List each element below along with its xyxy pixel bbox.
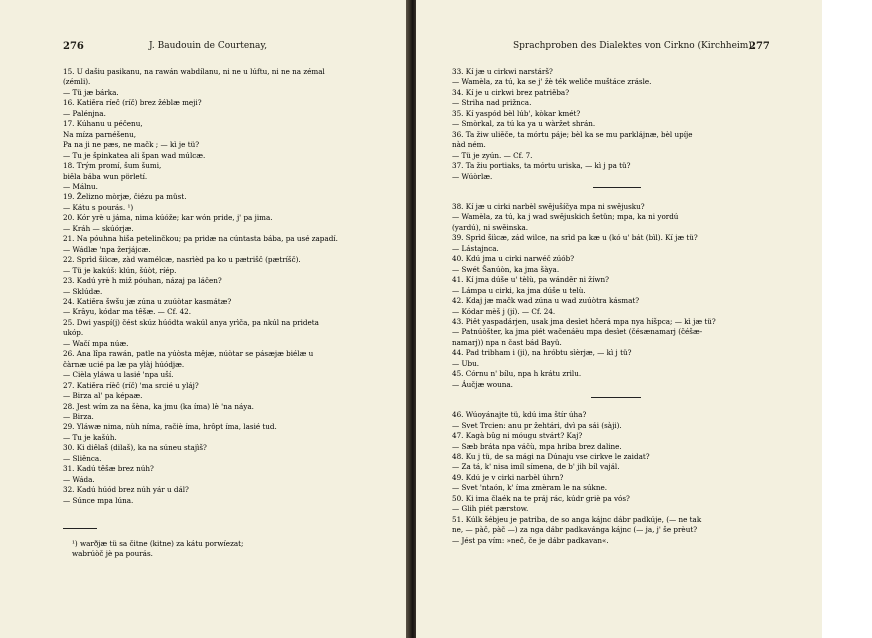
- text-line: 33. Kí jæ u cirkwi narstárš?: [452, 67, 553, 76]
- text-line: 43. Piět yaspadárjen, usak jma desìet hčerá mpa nya híšpca; — kì jæ tü?: [452, 316, 716, 326]
- text-line: 16. Katiěra ríeč (ríč) brez žéblæ meji?: [63, 98, 202, 108]
- text-line: 25. Dwi yaspí(j) čést skúz húódta wakúl anya yrìča, pa nkúl na prideta: [63, 317, 319, 327]
- text-line: 28. Jest wím za na šèna, ka jmu (ka íma) lè 'na náya.: [63, 401, 254, 411]
- text-line: — Tu je špinkatea ali špan wad múlcæ.: [63, 150, 206, 160]
- text-line: 23. Kadú yrè h miž póuhan, názaj pa láčen?: [63, 276, 222, 286]
- text-line: 32. Kadú húód brez núh yár u dál?: [63, 485, 189, 495]
- text-line: — Sliênca.: [63, 453, 102, 463]
- text-line: — Áučjæ wouna.: [452, 379, 513, 389]
- text-line: 49. Kdú je v cirki narbèl úhrn?: [452, 472, 564, 482]
- text-line: 15. U dašiu pasikanu, na rawán wabdílanu, ni ne u lúftu, ni ne na zémal: [63, 67, 325, 76]
- text-line: — Swét Šanúòn, ka jma šàya.: [452, 264, 560, 274]
- text-line: 18. Trým promí, šum šumi,: [63, 161, 162, 171]
- text-line: 51. Kúlk šébjeu je patriba, de so anga kájnc dábr padkúje, (— ne tak: [452, 514, 702, 524]
- text-line: (yardú), ni swěinska.: [452, 222, 529, 232]
- text-line: — Palénjna.: [63, 108, 106, 118]
- text-line: — Wamèla, za tú, ka se j' žè ték weliče muštáce zrásle.: [452, 77, 652, 87]
- text-line: 26. Ana lîpa rawán, patle na yúòsta mêjæ, núòtar se pásæjæ biélæ u: [63, 349, 314, 359]
- scan-margin: [822, 0, 872, 638]
- text-line: — Birza.: [63, 411, 94, 421]
- text-line: 46. Wúoyánajte tü, kdú ima štír úha?: [452, 410, 587, 420]
- text-line: — Za tá, k' nisa imíl símena, de b' jih bíl vajál.: [452, 462, 620, 472]
- text-line: 38. Kí jæ u cirki narbèl swějušíčya mpa ni swějusku?: [452, 201, 645, 211]
- text-line: — Jést pa vím: »neč, če je dábr padkavan«.: [452, 535, 609, 545]
- text-line: — Svet Trcien: anu pr žehtári, dvì pa sái (sàji).: [452, 420, 622, 430]
- footnote-rule: [63, 528, 97, 529]
- text-line: 27. Katiěra ríèč (ríč) 'ma srcié u yláj?: [63, 380, 199, 390]
- text-line: 21. Na póuhna hiša petelinčkou; pa pridæ na cúntasta bába, pa usé zapadí.: [63, 234, 338, 244]
- text-line: — Glih piét pærstow.: [452, 504, 529, 514]
- text-line: ne, — pàč, pàč —) za nga dábr padkavánga kájnc (— ja, j' še prèut?: [452, 525, 698, 535]
- blank-space: [452, 192, 770, 202]
- text-line: 30. Ki diêlaš (dilaš), ka na súneu stajìš?: [63, 443, 207, 453]
- text-line: 44. Pad tribham i (ji), na hróbtu sìèrjæ, — kì j tü?: [452, 348, 632, 358]
- text-line: 17. Kúhanu u péčenu,: [63, 119, 143, 129]
- blank-space: [452, 400, 770, 410]
- text-line: nàd ném.: [452, 140, 486, 150]
- text-line: 19. Želizno mòrjæ, čiézu pa müst.: [63, 192, 187, 202]
- text-line: — Smòrkal, za tú ka ya u wàržet shrán.: [452, 119, 596, 129]
- text-line: 50. Ki ima člaék na te práj rác, kúdr griè pa vós?: [452, 493, 630, 503]
- text-line: — Cièla yláwa u lasié 'npa uší.: [63, 370, 174, 380]
- text-line: — Lástajnca.: [452, 243, 499, 253]
- text-line: — Tü je kakúš: klún, šúòt, ríép.: [63, 265, 177, 275]
- text-line: — Sklúdæ.: [63, 286, 103, 296]
- text-line: Na míza parnéšenu,: [63, 129, 137, 139]
- text-line: — Wamèla, za tú, ka j wad swějuskich šetün; mpa, ka ni yordú: [452, 212, 679, 222]
- text-line: 22. Sprìd šiìcæ, zàd wamélcæ, nasrìèd pa ko u pætrišč (pætríšč).: [63, 255, 301, 265]
- text-line: biěla bába wun pörletí.: [63, 171, 148, 181]
- text-line: — Svet 'ntaón, k' íma zmèram le na súkne.: [452, 483, 608, 493]
- footnote: [72, 539, 372, 560]
- right-page-number: 277: [749, 41, 770, 52]
- text-line: — Wádlæ 'npa žerjájcæ.: [63, 244, 151, 254]
- right-running-head: Sprachproben des Dialektes von Cirkno (Kirchheim).: [513, 41, 755, 51]
- blank-space: [452, 390, 770, 400]
- text-line: — Wačí mpa núæ.: [63, 338, 129, 348]
- text-line: 45. Córnu n' bílu, npa h krátu zrilu.: [452, 369, 582, 379]
- text-line: — Tu je kašúh.: [63, 432, 117, 442]
- text-line: 41. Kí jma dúše u' tèlù, pa wánděr ni žíwn?: [452, 275, 610, 285]
- text-line: 42. Kdaj jæ mačk wad zúna u wad zuúòtra kásmat?: [452, 296, 640, 306]
- text-line: — Wúòrlæ.: [452, 171, 493, 181]
- text-line: namarj)) npa n čast bád Bayü.: [452, 337, 562, 347]
- text-line: 48. Ku j tü, de sa mági na Dúnaju vse cirkve le zaidat?: [452, 451, 650, 461]
- text-line: — Striha nad prižnca.: [452, 98, 532, 108]
- text-line: — Kráh — skúórjæ.: [63, 223, 134, 233]
- text-line: — Lámpa u cirki, ka jma dúše u telù.: [452, 285, 586, 295]
- text-line: 20. Kór yrè u jáma, nima kúóže; kar wón pride, j' pa jima.: [63, 213, 273, 223]
- left-page-number: 276: [63, 41, 84, 52]
- text-line: Pa na ji ne pæs, ne mačk ; — kì je tü?: [63, 140, 200, 150]
- text-line: 36. Ta žiw uliěče, ta mórtu páje; bèl ka se mu parklájnæ, bèl upíje: [452, 129, 693, 139]
- text-line: 40. Kdú jma u cirki narwéč zúób?: [452, 254, 575, 264]
- text-line: — Súnce mpa lúna.: [63, 495, 134, 505]
- section-rule: [591, 397, 641, 398]
- text-line: 29. Yláwæ nima, nùh níma, račiè íma, hrôpt íma, lasié tud.: [63, 422, 277, 432]
- text-line: 31. Kadú têšæ brez núh?: [63, 464, 154, 474]
- text-line: 34. Kí je u cirkwi brez patriěba?: [452, 87, 570, 97]
- text-line: čàrnæ ucié pa læ pa ylàj húódjæ.: [63, 359, 185, 369]
- text-line: — Tü je zyún. — Cf. 7.: [452, 150, 533, 160]
- text-line: 35. Kí yaspód bèl lúb', kòkar kmét?: [452, 108, 581, 118]
- text-line: — Birza al' pa képaæ.: [63, 391, 143, 401]
- text-line: — Krâyu, kódar ma têšæ. — Cf. 42.: [63, 307, 192, 317]
- text-line: ukóp.: [63, 328, 84, 338]
- section-rule: [593, 187, 641, 188]
- right-text-column: [452, 67, 770, 546]
- text-line: 39. Sprìd šiìcæ, zád wilce, na srìd pa kæ u (kó u' bát (bìl). Kí jæ tü?: [452, 233, 698, 243]
- left-text-column: [63, 67, 381, 506]
- text-line: — Wáda.: [63, 474, 95, 484]
- text-line: (zémli).: [63, 77, 91, 87]
- text-line: 37. Ta žiu portiaks, ta mórtu uriska, — kì j pa tü?: [452, 161, 631, 171]
- text-line: — Patnúòšter, ka jma piét wačenáèu mpa desìet (čésænamarj (čéšæ-: [452, 327, 703, 337]
- text-line: wabrúòč jè pa pourás.: [72, 549, 153, 559]
- text-line: — Kátu s pourás. ¹): [63, 202, 134, 212]
- text-line: — Ubu.: [452, 358, 480, 368]
- text-line: — Málnu.: [63, 181, 98, 191]
- text-line: — Sæb bráta npa váčù, mpa hriba brez daline.: [452, 441, 622, 451]
- text-line: 47. Kagà bûg ni móugu stvárt? Kaj?: [452, 431, 583, 441]
- left-running-head: J. Baudouin de Courtenay,: [149, 41, 268, 51]
- text-line: ¹) warðjæ tü sa čitne (kitne) za kátu porwíezat;: [72, 539, 244, 548]
- text-line: — Tü jæ bárka.: [63, 87, 119, 97]
- text-line: — Kódar mèš j (jí). — Cf. 24.: [452, 306, 556, 316]
- text-line: 24. Katiěra šwšu jæ zúna u zuúòtar kasmátæ?: [63, 296, 232, 306]
